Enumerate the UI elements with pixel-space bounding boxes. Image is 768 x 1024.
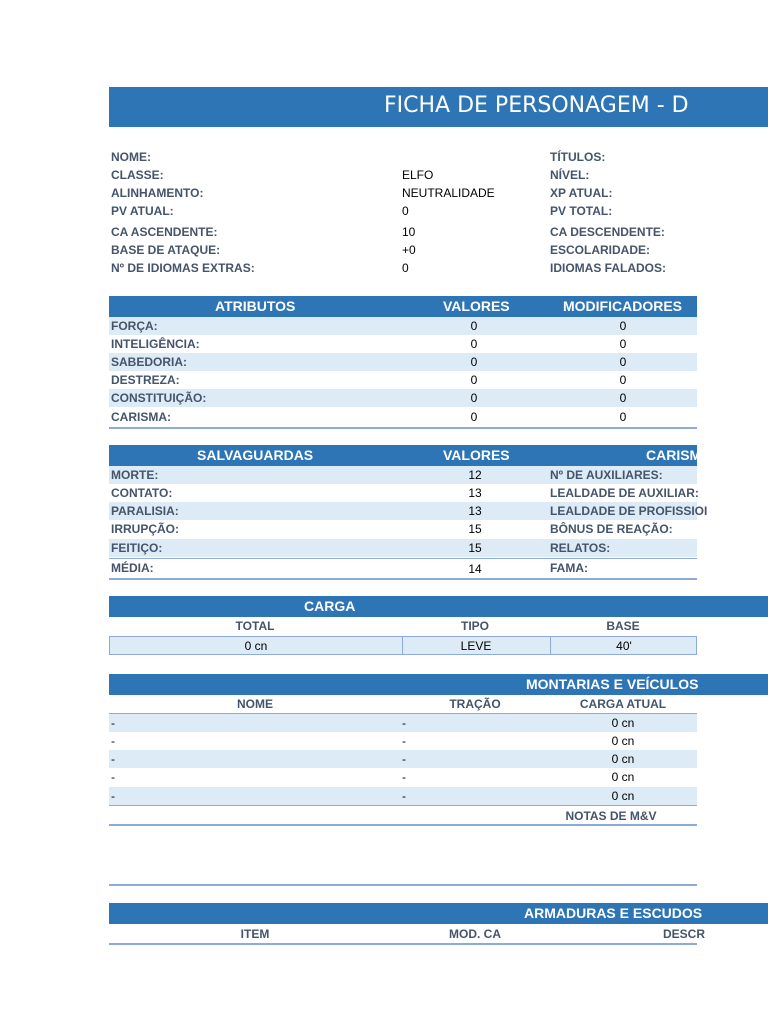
info-label-nivel: NÍVEL:: [550, 168, 590, 182]
atributos-bottom-rule: [109, 427, 697, 429]
info-label-ca-descendente: CA DESCENDENTE:: [550, 225, 665, 239]
salvaguardas-media-rule: [109, 558, 697, 559]
salvaguarda-name: PARALISIA:: [111, 504, 179, 518]
title-bar: [109, 87, 768, 127]
montaria-tracao[interactable]: -: [402, 789, 406, 803]
info-value-ca-ascendente[interactable]: 10: [402, 225, 416, 239]
salvaguarda-row-irrupcao: [109, 520, 697, 538]
montaria-carga: 0 cn: [611, 770, 635, 784]
atributo-mod: 0: [619, 337, 627, 351]
atributos-header-modificadores: MODIFICADORES: [563, 298, 682, 314]
montarias-notes-bottom-rule: [109, 884, 697, 886]
info-label-titulos: TÍTULOS:: [550, 150, 606, 164]
armaduras-col-mod-ca: MOD. CA: [449, 927, 501, 941]
carisma-label: LEALDADE DE AUXILIAR:: [550, 486, 699, 500]
atributo-name: CONSTITUIÇÃO:: [111, 391, 207, 405]
atributo-name: FORÇA:: [111, 319, 158, 333]
salvaguarda-valor: 12: [468, 468, 482, 482]
info-label-base-ataque: BASE DE ATAQUE:: [111, 243, 221, 257]
montaria-row: [109, 732, 697, 750]
montaria-nome[interactable]: -: [111, 734, 115, 748]
montarias-header: [109, 674, 768, 695]
info-value-alinhamento[interactable]: NEUTRALIDADE: [402, 186, 495, 200]
montarias-bottom-rule: [109, 805, 697, 806]
info-value-pv-atual[interactable]: 0: [402, 204, 409, 218]
info-label-escolaridade: ESCOLARIDADE:: [550, 243, 651, 257]
salvaguarda-valor: 15: [468, 522, 482, 536]
sheet-title: FICHA DE PERSONAGEM - D: [384, 93, 689, 118]
atributo-mod: 0: [619, 355, 627, 369]
atributo-mod: 0: [619, 319, 627, 333]
montarias-header-title: MONTARIAS E VEÍCULOS: [526, 676, 699, 692]
info-value-classe[interactable]: ELFO: [402, 168, 434, 182]
atributo-name: SABEDORIA:: [111, 355, 188, 369]
carga-col-total: TOTAL: [235, 619, 275, 633]
montaria-carga: 0 cn: [611, 716, 635, 730]
montaria-tracao[interactable]: -: [402, 752, 406, 766]
montaria-row: [109, 750, 697, 768]
montarias-col-carga-atual: CARGA ATUAL: [579, 697, 667, 711]
armaduras-col-item: ITEM: [240, 927, 270, 941]
montaria-row: [109, 768, 697, 786]
montaria-carga: 0 cn: [611, 752, 635, 766]
carisma-label: BÔNUS DE REAÇÃO:: [550, 522, 673, 536]
atributo-row-destreza: [109, 371, 697, 389]
atributo-row-inteligencia: [109, 335, 697, 353]
montaria-tracao[interactable]: -: [402, 716, 406, 730]
montaria-tracao[interactable]: -: [402, 734, 406, 748]
atributos-header-valores: VALORES: [443, 298, 510, 314]
carga-col-tipo: TIPO: [460, 619, 490, 633]
info-label-pv-total: PV TOTAL:: [550, 204, 613, 218]
montaria-nome[interactable]: -: [111, 789, 115, 803]
carga-base-value: 40': [616, 639, 632, 653]
info-label-pv-atual: PV ATUAL:: [111, 204, 174, 218]
atributo-valor[interactable]: 0: [470, 319, 478, 333]
montarias-col-tracao: TRAÇÃO: [449, 697, 501, 711]
character-sheet: [109, 0, 768, 1024]
salvaguarda-name: CONTATO:: [111, 486, 173, 500]
salvaguardas-header: [109, 445, 702, 466]
salvaguardas-header-valores: VALORES: [443, 447, 510, 463]
carisma-label: FAMA:: [550, 561, 588, 575]
armaduras-top-rule: [109, 943, 697, 945]
carga-tipo-value: LEVE: [460, 639, 492, 653]
armaduras-col-descr: DESCR: [663, 927, 706, 941]
montaria-tracao[interactable]: -: [402, 770, 406, 784]
salvaguarda-valor: 13: [468, 504, 482, 518]
info-label-nome: NOME:: [111, 150, 151, 164]
montaria-carga: 0 cn: [611, 734, 635, 748]
salvaguarda-row-media: [109, 559, 697, 577]
info-label-idiomas-falados: IDIOMAS FALADOS:: [550, 261, 666, 275]
carisma-label: LEALDADE DE PROFISSIOI: [550, 504, 708, 518]
atributo-row-carisma: [109, 408, 697, 426]
armaduras-header: [109, 903, 768, 924]
atributo-mod: 0: [619, 410, 627, 424]
salvaguarda-name: FEITIÇO:: [111, 541, 163, 555]
salvaguardas-header-name: SALVAGUARDAS: [197, 447, 314, 463]
carisma-label: Nº DE AUXILIARES:: [550, 468, 663, 482]
atributo-mod: 0: [619, 373, 627, 387]
salvaguarda-name: MÉDIA:: [111, 561, 154, 575]
carga-header: [109, 596, 768, 617]
info-value-idiomas-extras[interactable]: 0: [402, 261, 409, 275]
carisma-header: CARISM: [646, 447, 702, 463]
atributo-valor[interactable]: 0: [470, 373, 478, 387]
salvaguarda-row-morte: [109, 466, 697, 484]
atributos-header-name: ATRIBUTOS: [215, 298, 296, 314]
salvaguarda-row-feitico: [109, 539, 697, 557]
montaria-nome[interactable]: -: [111, 752, 115, 766]
salvaguarda-valor: 15: [468, 541, 482, 555]
info-value-base-ataque[interactable]: +0: [402, 243, 416, 257]
salvaguarda-row-paralisia: [109, 502, 708, 520]
atributo-valor[interactable]: 0: [470, 355, 478, 369]
atributo-name: INTELIGÊNCIA:: [111, 337, 200, 351]
montaria-nome[interactable]: -: [111, 716, 115, 730]
atributo-name: DESTREZA:: [111, 373, 180, 387]
montaria-row: [109, 714, 697, 732]
atributo-row-sabedoria: [109, 353, 697, 371]
salvaguarda-valor: 13: [468, 486, 482, 500]
carga-header-title: CARGA: [304, 598, 356, 614]
salvaguarda-name: IRRUPÇÃO:: [111, 522, 179, 536]
info-label-idiomas-extras: Nº DE IDIOMAS EXTRAS:: [111, 261, 255, 275]
carga-total-value: 0 cn: [244, 639, 268, 653]
atributo-row-constituicao: [109, 389, 697, 407]
atributo-name: CARISMA:: [111, 410, 171, 424]
montaria-nome[interactable]: -: [111, 770, 115, 784]
atributos-header: [109, 296, 697, 317]
montarias-notes-label: NOTAS DE M&V: [565, 809, 657, 823]
salvaguarda-valor: 14: [468, 562, 482, 576]
montaria-row: [109, 787, 697, 805]
carisma-label: RELATOS:: [550, 541, 611, 555]
atributo-valor[interactable]: 0: [470, 391, 478, 405]
salvaguarda-row-contato: [109, 484, 697, 502]
carga-col-base: BASE: [606, 619, 640, 633]
montarias-col-nome: NOME: [237, 697, 273, 711]
salvaguardas-bottom-rule: [109, 578, 697, 580]
salvaguarda-name: MORTE:: [111, 468, 159, 482]
atributo-valor[interactable]: 0: [470, 410, 478, 424]
carga-values-row: [109, 636, 697, 655]
info-label-alinhamento: ALINHAMENTO:: [111, 186, 204, 200]
montaria-carga: 0 cn: [611, 789, 635, 803]
atributo-row-forca: [109, 317, 697, 335]
info-label-xp-atual: XP ATUAL:: [550, 186, 613, 200]
info-label-classe: CLASSE:: [111, 168, 164, 182]
armaduras-header-title: ARMADURAS E ESCUDOS: [524, 905, 703, 921]
info-label-ca-ascendente: CA ASCENDENTE:: [111, 225, 218, 239]
atributo-mod: 0: [619, 391, 627, 405]
atributo-valor[interactable]: 0: [470, 337, 478, 351]
montarias-notes-top-rule: [109, 824, 697, 826]
